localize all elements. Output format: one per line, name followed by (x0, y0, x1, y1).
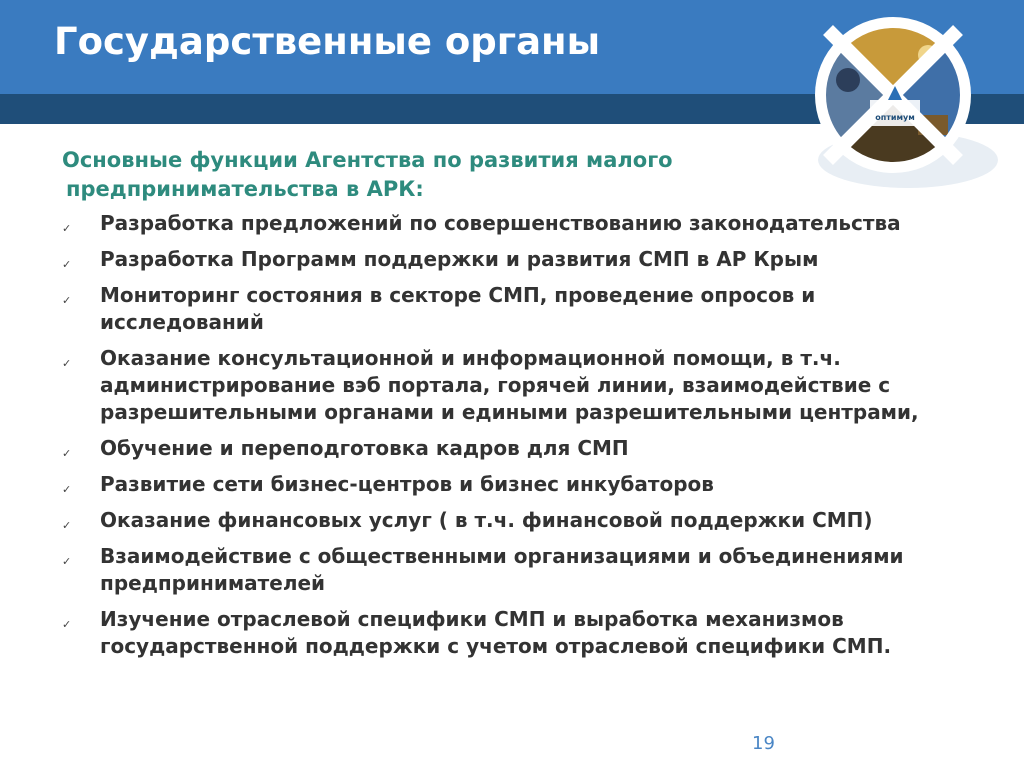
slide-content (62, 146, 962, 669)
intro-heading (62, 146, 962, 204)
list-item-text: Мониторинг состояния в секторе СМП, проведение опросов и исследований (100, 283, 816, 334)
check-mark-icon: ✓ (62, 519, 72, 532)
check-mark-icon: ✓ (62, 618, 72, 631)
list-item (62, 507, 962, 534)
list-item (62, 345, 962, 426)
check-mark-icon: ✓ (62, 555, 72, 568)
list-item-text: Изучение отраслевой специфики СМП и выработка механизмов государственной поддержки с учетом отраслевой специфики СМП. (100, 607, 892, 658)
list-item-text: Оказание консультационной и информационной помощи, в т.ч. администрирование вэб портала, горячей линии, взаимодействие с разрешительными органами и едиными разрешительными центрами, (100, 346, 919, 424)
list-item (62, 543, 962, 597)
check-mark-icon: ✓ (62, 258, 72, 271)
check-mark-icon: ✓ (62, 294, 72, 307)
list-item-text: Развитие сети бизнес-центров и бизнес инкубаторов (100, 472, 714, 496)
logo-text: оптимум (875, 113, 915, 122)
list-item (62, 210, 962, 237)
list-item (62, 246, 962, 273)
list-item (62, 435, 962, 462)
list-item (62, 606, 962, 660)
list-item (62, 471, 962, 498)
check-mark-icon: ✓ (62, 357, 72, 370)
check-mark-icon: ✓ (62, 483, 72, 496)
list-item-text: Взаимодействие с общественными организациями и объединениями предпринимателей (100, 544, 904, 595)
list-item-text: Разработка Программ поддержки и развития СМП в АР Крым (100, 247, 819, 271)
functions-list (62, 210, 962, 660)
slide-title: Государственные органы (54, 20, 601, 63)
list-item-text: Обучение и переподготовка кадров для СМП (100, 436, 629, 460)
check-mark-icon: ✓ (62, 447, 72, 460)
list-item-text: Оказание финансовых услуг ( в т.ч. финансовой поддержки СМП) (100, 508, 873, 532)
check-mark-icon: ✓ (62, 222, 72, 235)
intro-line-2: предпринимательства в АРК: (66, 177, 424, 201)
list-item (62, 282, 962, 336)
page-number: 19 (752, 733, 775, 754)
intro-line-1: Основные функции Агентства по развития малого (62, 148, 673, 172)
list-item-text: Разработка предложений по совершенствованию законодательства (100, 211, 901, 235)
